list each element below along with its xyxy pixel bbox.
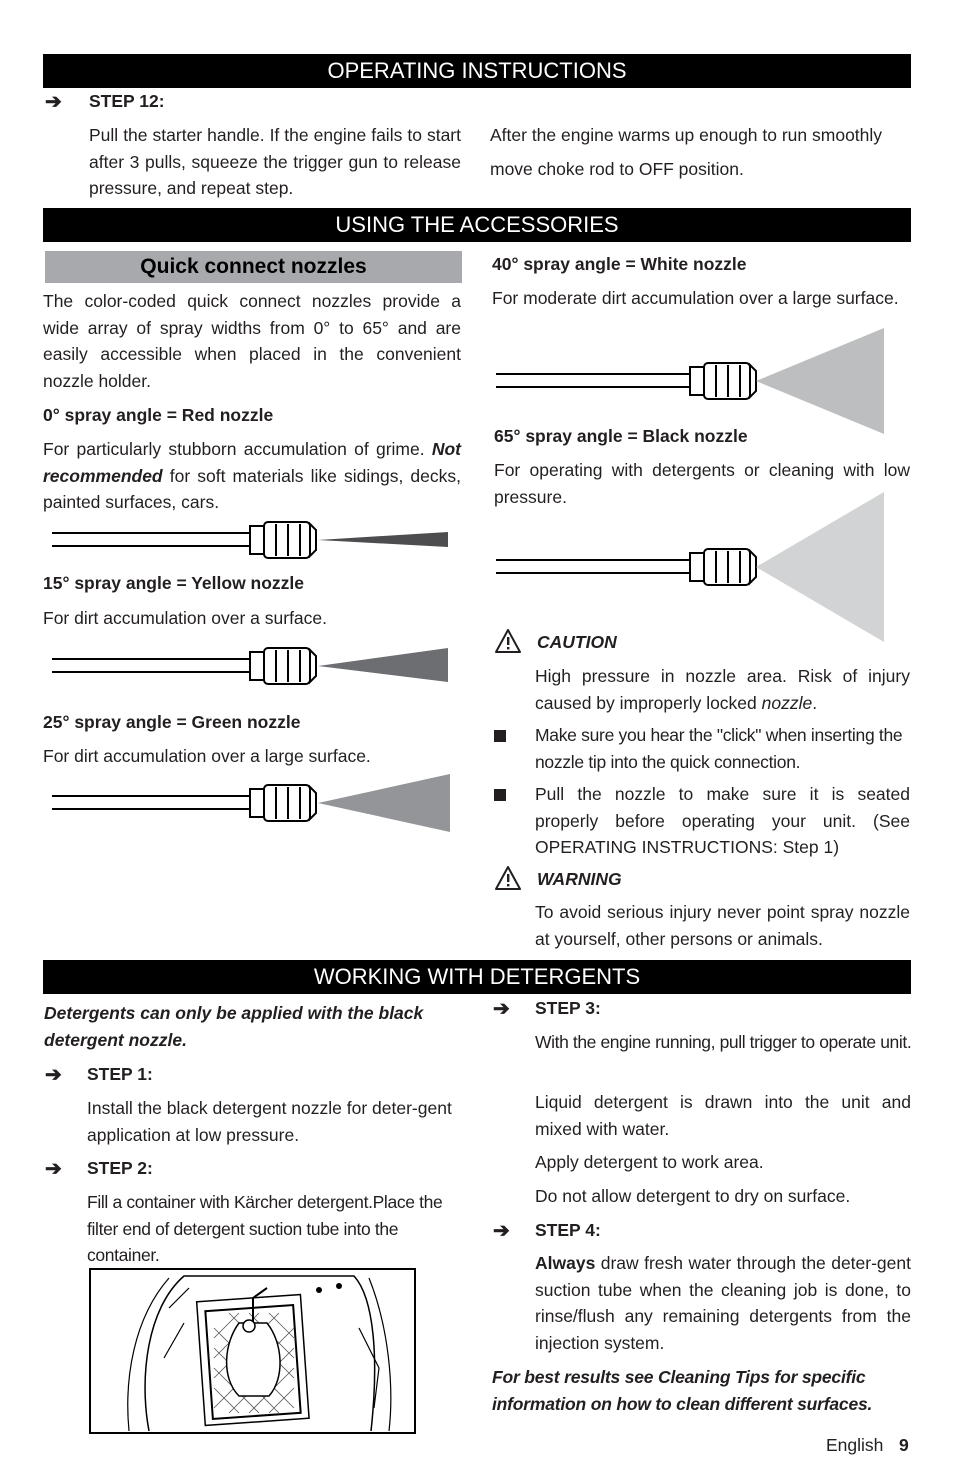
footer-language: English	[826, 1435, 884, 1455]
bullet-icon	[494, 789, 506, 801]
closing-note: For best results see Cleaning Tips for specific information on how to clean different surfaces.	[492, 1367, 873, 1414]
bullet-icon	[494, 730, 506, 742]
operating-instructions-header: OPERATING INSTRUCTIONS	[43, 54, 911, 88]
warning-label: WARNING	[537, 869, 622, 889]
arrow-icon: ➔	[45, 1064, 62, 1086]
step-1-text: Install the black detergent nozzle for deter-gent application at low pressure.	[87, 1098, 452, 1145]
white-nozzle-icon	[494, 328, 886, 436]
step-2-text: Fill a container with Kärcher detergent.Place the filter end of detergent suction tube into the container.	[87, 1192, 443, 1265]
step-3-label: STEP 3:	[535, 998, 601, 1018]
step-4-label: STEP 4:	[535, 1220, 601, 1240]
nozzle-40-title: 40° spray angle = White nozzle	[492, 254, 747, 274]
step-1-label: STEP 1:	[87, 1064, 153, 1084]
nozzle-25-title: 25° spray angle = Green nozzle	[43, 712, 301, 732]
black-nozzle-icon	[494, 492, 886, 644]
step-text-right: After the engine warms up enough to run smoothly move choke rod to OFF position.	[490, 125, 883, 179]
detergent-container-illustration	[89, 1268, 416, 1434]
accessories-intro: The color-coded quick connect nozzles provide a wide array of spray widths from 0° to 65° and are easily accessible when placed in the convenient nozzle holder.	[43, 291, 461, 391]
caution-bullet-1: Make sure you hear the "click" when inserting the nozzle tip into the quick connection.	[535, 725, 903, 772]
red-nozzle-icon	[50, 516, 450, 564]
nozzle-0-title: 0° spray angle = Red nozzle	[43, 405, 274, 425]
detergents-intro: Detergents can only be applied with the black detergent nozzle.	[44, 1003, 424, 1050]
nozzle-0-text: For particularly stubborn accumulation of grime. Not recommended for soft materials like sidings, decks, painted surfaces, cars.	[43, 439, 461, 512]
quick-connect-subheader: Quick connect nozzles	[45, 251, 462, 283]
page-number: 9	[899, 1435, 909, 1455]
step-4-text: Always draw fresh water through the deter-gent suction tube when the cleaning job is done, to rinse/flush any remaining detergents from the injection system.	[535, 1253, 911, 1353]
step-2-label: STEP 2:	[87, 1158, 153, 1178]
yellow-nozzle-icon	[50, 642, 450, 690]
warning-text: To avoid serious injury never point spray nozzle at yourself, other persons or animals.	[535, 902, 910, 949]
nozzle-15-title: 15° spray angle = Yellow nozzle	[43, 573, 305, 593]
arrow-icon: ➔	[493, 1220, 510, 1242]
nozzle-65-text: For operating with detergents or cleaning with low pressure.	[494, 460, 910, 507]
caution-icon	[494, 628, 522, 654]
step-text: Pull the starter handle. If the engine fails to start after 3 pulls, squeeze the trigger gun to release pressure, and repeat step.	[89, 125, 461, 198]
step-3-text-3: Apply detergent to work area.	[535, 1152, 764, 1172]
using-accessories-header: USING THE ACCESSORIES	[43, 208, 911, 242]
caution-label: CAUTION	[537, 632, 617, 652]
caution-bullet-2: Pull the nozzle to make sure it is seated properly before operating your unit. (See OPERATING INSTRUCTIONS: Step 1)	[535, 784, 910, 857]
arrow-icon: ➔	[45, 1158, 62, 1180]
arrow-icon: ➔	[493, 998, 510, 1020]
nozzle-40-text: For moderate dirt accumulation over a large surface.	[492, 288, 899, 308]
green-nozzle-icon	[50, 774, 452, 834]
nozzle-25-text: For dirt accumulation over a large surface.	[43, 746, 371, 766]
step-3-text-2: Liquid detergent is drawn into the unit and mixed with water.	[535, 1092, 911, 1139]
arrow-icon: ➔	[45, 91, 62, 113]
nozzle-65-title: 65° spray angle = Black nozzle	[494, 426, 748, 446]
nozzle-15-text: For dirt accumulation over a surface.	[43, 608, 328, 628]
step-label: STEP 12:	[89, 91, 165, 111]
step-3-text-4: Do not allow detergent to dry on surface.	[535, 1186, 851, 1206]
working-with-detergents-header: WORKING WITH DETERGENTS	[43, 960, 911, 994]
caution-text: High pressure in nozzle area. Risk of injury caused by improperly locked nozzle.	[535, 666, 910, 713]
step-3-text-1: With the engine running, pull trigger to operate unit.	[535, 1032, 912, 1052]
warning-icon	[494, 865, 522, 891]
